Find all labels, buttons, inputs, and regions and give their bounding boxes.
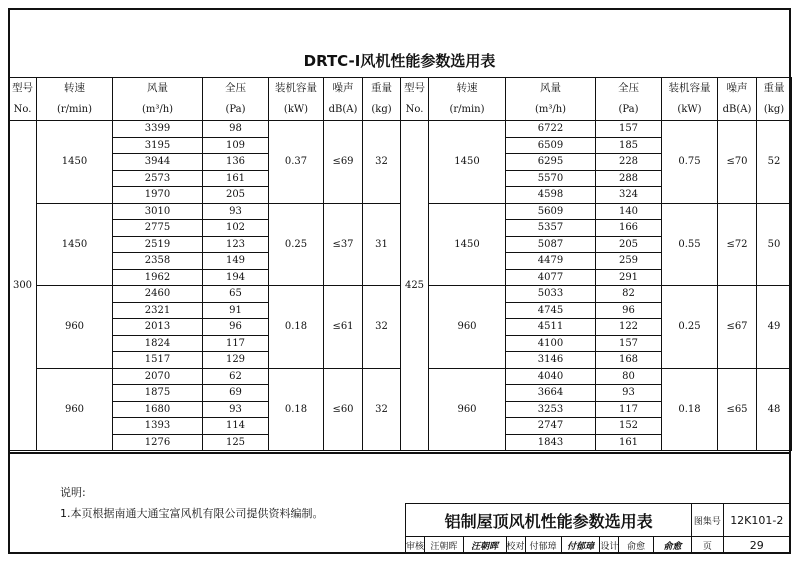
table-title: DRTC-Ⅰ风机性能参数选用表 (303, 52, 496, 70)
speed-cell: 960 (429, 286, 506, 369)
airflow-cell: 2519 (113, 236, 203, 253)
note-item: 1.本页根据南通大通宝富风机有限公司提供资料编制。 (60, 507, 324, 520)
pressure-cell: 117 (596, 401, 662, 418)
weight-cell: 31 (363, 203, 401, 286)
pressure-cell: 129 (203, 352, 269, 369)
speed-cell: 1450 (429, 121, 506, 204)
drawing-title: 铝制屋顶风机性能参数选用表 (406, 504, 692, 537)
airflow-cell: 4479 (506, 253, 596, 270)
airflow-cell: 1875 (113, 385, 203, 402)
noise-cell: ≤67 (718, 286, 757, 369)
checker-name: 付郁璋 (525, 537, 561, 554)
column-unit: (m³/h) (113, 99, 203, 121)
speed-cell: 1450 (429, 203, 506, 286)
pressure-cell: 65 (203, 286, 269, 303)
column-unit: (r/min) (429, 99, 506, 121)
pressure-cell: 291 (596, 269, 662, 286)
speed-cell: 960 (37, 286, 113, 369)
airflow-cell: 1843 (506, 434, 596, 451)
column-unit: (Pa) (596, 99, 662, 121)
table-row (401, 368, 792, 385)
airflow-cell: 1517 (113, 352, 203, 369)
pressure-cell: 194 (203, 269, 269, 286)
column-header: 转速 (37, 78, 113, 100)
pressure-cell: 114 (203, 418, 269, 435)
column-header: 型号 (401, 78, 429, 100)
airflow-cell: 2775 (113, 220, 203, 237)
pressure-cell: 93 (203, 401, 269, 418)
airflow-cell: 3195 (113, 137, 203, 154)
reviewer-name: 汪朝晖 (425, 537, 464, 554)
airflow-cell: 4745 (506, 302, 596, 319)
column-header: 型号 (9, 78, 37, 100)
airflow-cell: 2747 (506, 418, 596, 435)
column-unit: (kW) (662, 99, 718, 121)
pressure-cell: 185 (596, 137, 662, 154)
column-unit: (kW) (269, 99, 324, 121)
pressure-cell: 122 (596, 319, 662, 336)
model-number: 425 (401, 121, 429, 451)
table-row (401, 203, 792, 220)
pressure-cell: 93 (203, 203, 269, 220)
column-header: 装机容量 (662, 78, 718, 100)
pressure-cell: 288 (596, 170, 662, 187)
checker-signature: 付郁璋 (561, 537, 600, 554)
pressure-cell: 168 (596, 352, 662, 369)
pressure-cell: 62 (203, 368, 269, 385)
airflow-cell: 3664 (506, 385, 596, 402)
airflow-cell: 6509 (506, 137, 596, 154)
column-header: 重量 (757, 78, 792, 100)
airflow-cell: 1962 (113, 269, 203, 286)
airflow-cell: 3146 (506, 352, 596, 369)
noise-cell: ≤65 (718, 368, 757, 451)
pressure-cell: 69 (203, 385, 269, 402)
column-header: 噪声 (324, 78, 363, 100)
column-header: 装机容量 (269, 78, 324, 100)
airflow-cell: 5609 (506, 203, 596, 220)
pressure-cell: 102 (203, 220, 269, 237)
airflow-cell: 2070 (113, 368, 203, 385)
column-header: 转速 (429, 78, 506, 100)
column-unit: (kg) (757, 99, 792, 121)
table-row (401, 286, 792, 303)
speed-cell: 1450 (37, 203, 113, 286)
column-header: 风量 (113, 78, 203, 100)
atlas-number: 12K101-2 (723, 504, 790, 537)
pressure-cell: 149 (203, 253, 269, 270)
pressure-cell: 109 (203, 137, 269, 154)
noise-cell: ≤70 (718, 121, 757, 204)
power-cell: 0.25 (662, 286, 718, 369)
page-number: 29 (723, 537, 790, 554)
notes-label: 说明: (60, 486, 86, 499)
review-label: 审核 (406, 537, 425, 554)
noise-cell: ≤60 (324, 368, 363, 451)
column-header: 噪声 (718, 78, 757, 100)
weight-cell: 50 (757, 203, 792, 286)
power-cell: 0.55 (662, 203, 718, 286)
pressure-cell: 91 (203, 302, 269, 319)
noise-cell: ≤72 (718, 203, 757, 286)
pressure-cell: 259 (596, 253, 662, 270)
model-number: 300 (9, 121, 37, 451)
pressure-cell: 80 (596, 368, 662, 385)
airflow-cell: 6295 (506, 154, 596, 171)
noise-cell: ≤61 (324, 286, 363, 369)
designer-name: 俞愈 (619, 537, 653, 554)
pressure-cell: 125 (203, 434, 269, 451)
weight-cell: 32 (363, 121, 401, 204)
weight-cell: 32 (363, 368, 401, 451)
column-header: 重量 (363, 78, 401, 100)
airflow-cell: 4598 (506, 187, 596, 204)
pressure-cell: 93 (596, 385, 662, 402)
airflow-cell: 2013 (113, 319, 203, 336)
column-unit: dB(A) (324, 99, 363, 121)
power-cell: 0.25 (269, 203, 324, 286)
column-unit: No. (401, 99, 429, 121)
airflow-cell: 4077 (506, 269, 596, 286)
table-row (9, 286, 401, 303)
airflow-cell: 1276 (113, 434, 203, 451)
column-unit: (Pa) (203, 99, 269, 121)
column-header: 全压 (596, 78, 662, 100)
power-cell: 0.18 (269, 368, 324, 451)
pressure-cell: 324 (596, 187, 662, 204)
speed-cell: 1450 (37, 121, 113, 204)
power-cell: 0.18 (269, 286, 324, 369)
airflow-cell: 3253 (506, 401, 596, 418)
airflow-cell: 4040 (506, 368, 596, 385)
airflow-cell: 2321 (113, 302, 203, 319)
power-cell: 0.75 (662, 121, 718, 204)
performance-table-425 (400, 77, 792, 451)
column-unit: (kg) (363, 99, 401, 121)
column-unit: dB(A) (718, 99, 757, 121)
pressure-cell: 123 (203, 236, 269, 253)
airflow-cell: 3399 (113, 121, 203, 138)
pressure-cell: 117 (203, 335, 269, 352)
reviewer-signature: 汪朝晖 (463, 537, 506, 554)
page-label: 页 (692, 537, 723, 554)
pressure-cell: 152 (596, 418, 662, 435)
airflow-cell: 2573 (113, 170, 203, 187)
pressure-cell: 228 (596, 154, 662, 171)
speed-cell: 960 (37, 368, 113, 451)
column-unit: (r/min) (37, 99, 113, 121)
pressure-cell: 82 (596, 286, 662, 303)
pressure-cell: 140 (596, 203, 662, 220)
speed-cell: 960 (429, 368, 506, 451)
table-row (9, 203, 401, 220)
airflow-cell: 2460 (113, 286, 203, 303)
weight-cell: 52 (757, 121, 792, 204)
noise-cell: ≤37 (324, 203, 363, 286)
pressure-cell: 98 (203, 121, 269, 138)
weight-cell: 32 (363, 286, 401, 369)
pressure-cell: 205 (596, 236, 662, 253)
pressure-cell: 161 (596, 434, 662, 451)
table-row (401, 121, 792, 138)
pressure-cell: 205 (203, 187, 269, 204)
airflow-cell: 2358 (113, 253, 203, 270)
airflow-cell: 4100 (506, 335, 596, 352)
designer-signature: 俞愈 (653, 537, 691, 554)
pressure-cell: 96 (596, 302, 662, 319)
weight-cell: 49 (757, 286, 792, 369)
weight-cell: 48 (757, 368, 792, 451)
pressure-cell: 166 (596, 220, 662, 237)
airflow-cell: 5087 (506, 236, 596, 253)
column-unit: (m³/h) (506, 99, 596, 121)
column-header: 全压 (203, 78, 269, 100)
table-row (9, 368, 401, 385)
pressure-cell: 157 (596, 335, 662, 352)
divider (8, 452, 791, 454)
pressure-cell: 161 (203, 170, 269, 187)
check-label: 校对 (506, 537, 525, 554)
title-block (405, 503, 791, 554)
noise-cell: ≤69 (324, 121, 363, 204)
airflow-cell: 1680 (113, 401, 203, 418)
column-unit: No. (9, 99, 37, 121)
pressure-cell: 157 (596, 121, 662, 138)
airflow-cell: 1970 (113, 187, 203, 204)
airflow-cell: 5570 (506, 170, 596, 187)
power-cell: 0.18 (662, 368, 718, 451)
atlas-label: 图集号 (692, 504, 723, 537)
airflow-cell: 3944 (113, 154, 203, 171)
airflow-cell: 1824 (113, 335, 203, 352)
airflow-cell: 5357 (506, 220, 596, 237)
table-row (9, 121, 401, 138)
pressure-cell: 136 (203, 154, 269, 171)
airflow-cell: 4511 (506, 319, 596, 336)
pressure-cell: 96 (203, 319, 269, 336)
airflow-cell: 3010 (113, 203, 203, 220)
power-cell: 0.37 (269, 121, 324, 204)
performance-table-300 (8, 77, 401, 451)
design-label: 设计 (600, 537, 619, 554)
airflow-cell: 1393 (113, 418, 203, 435)
airflow-cell: 5033 (506, 286, 596, 303)
airflow-cell: 6722 (506, 121, 596, 138)
column-header: 风量 (506, 78, 596, 100)
